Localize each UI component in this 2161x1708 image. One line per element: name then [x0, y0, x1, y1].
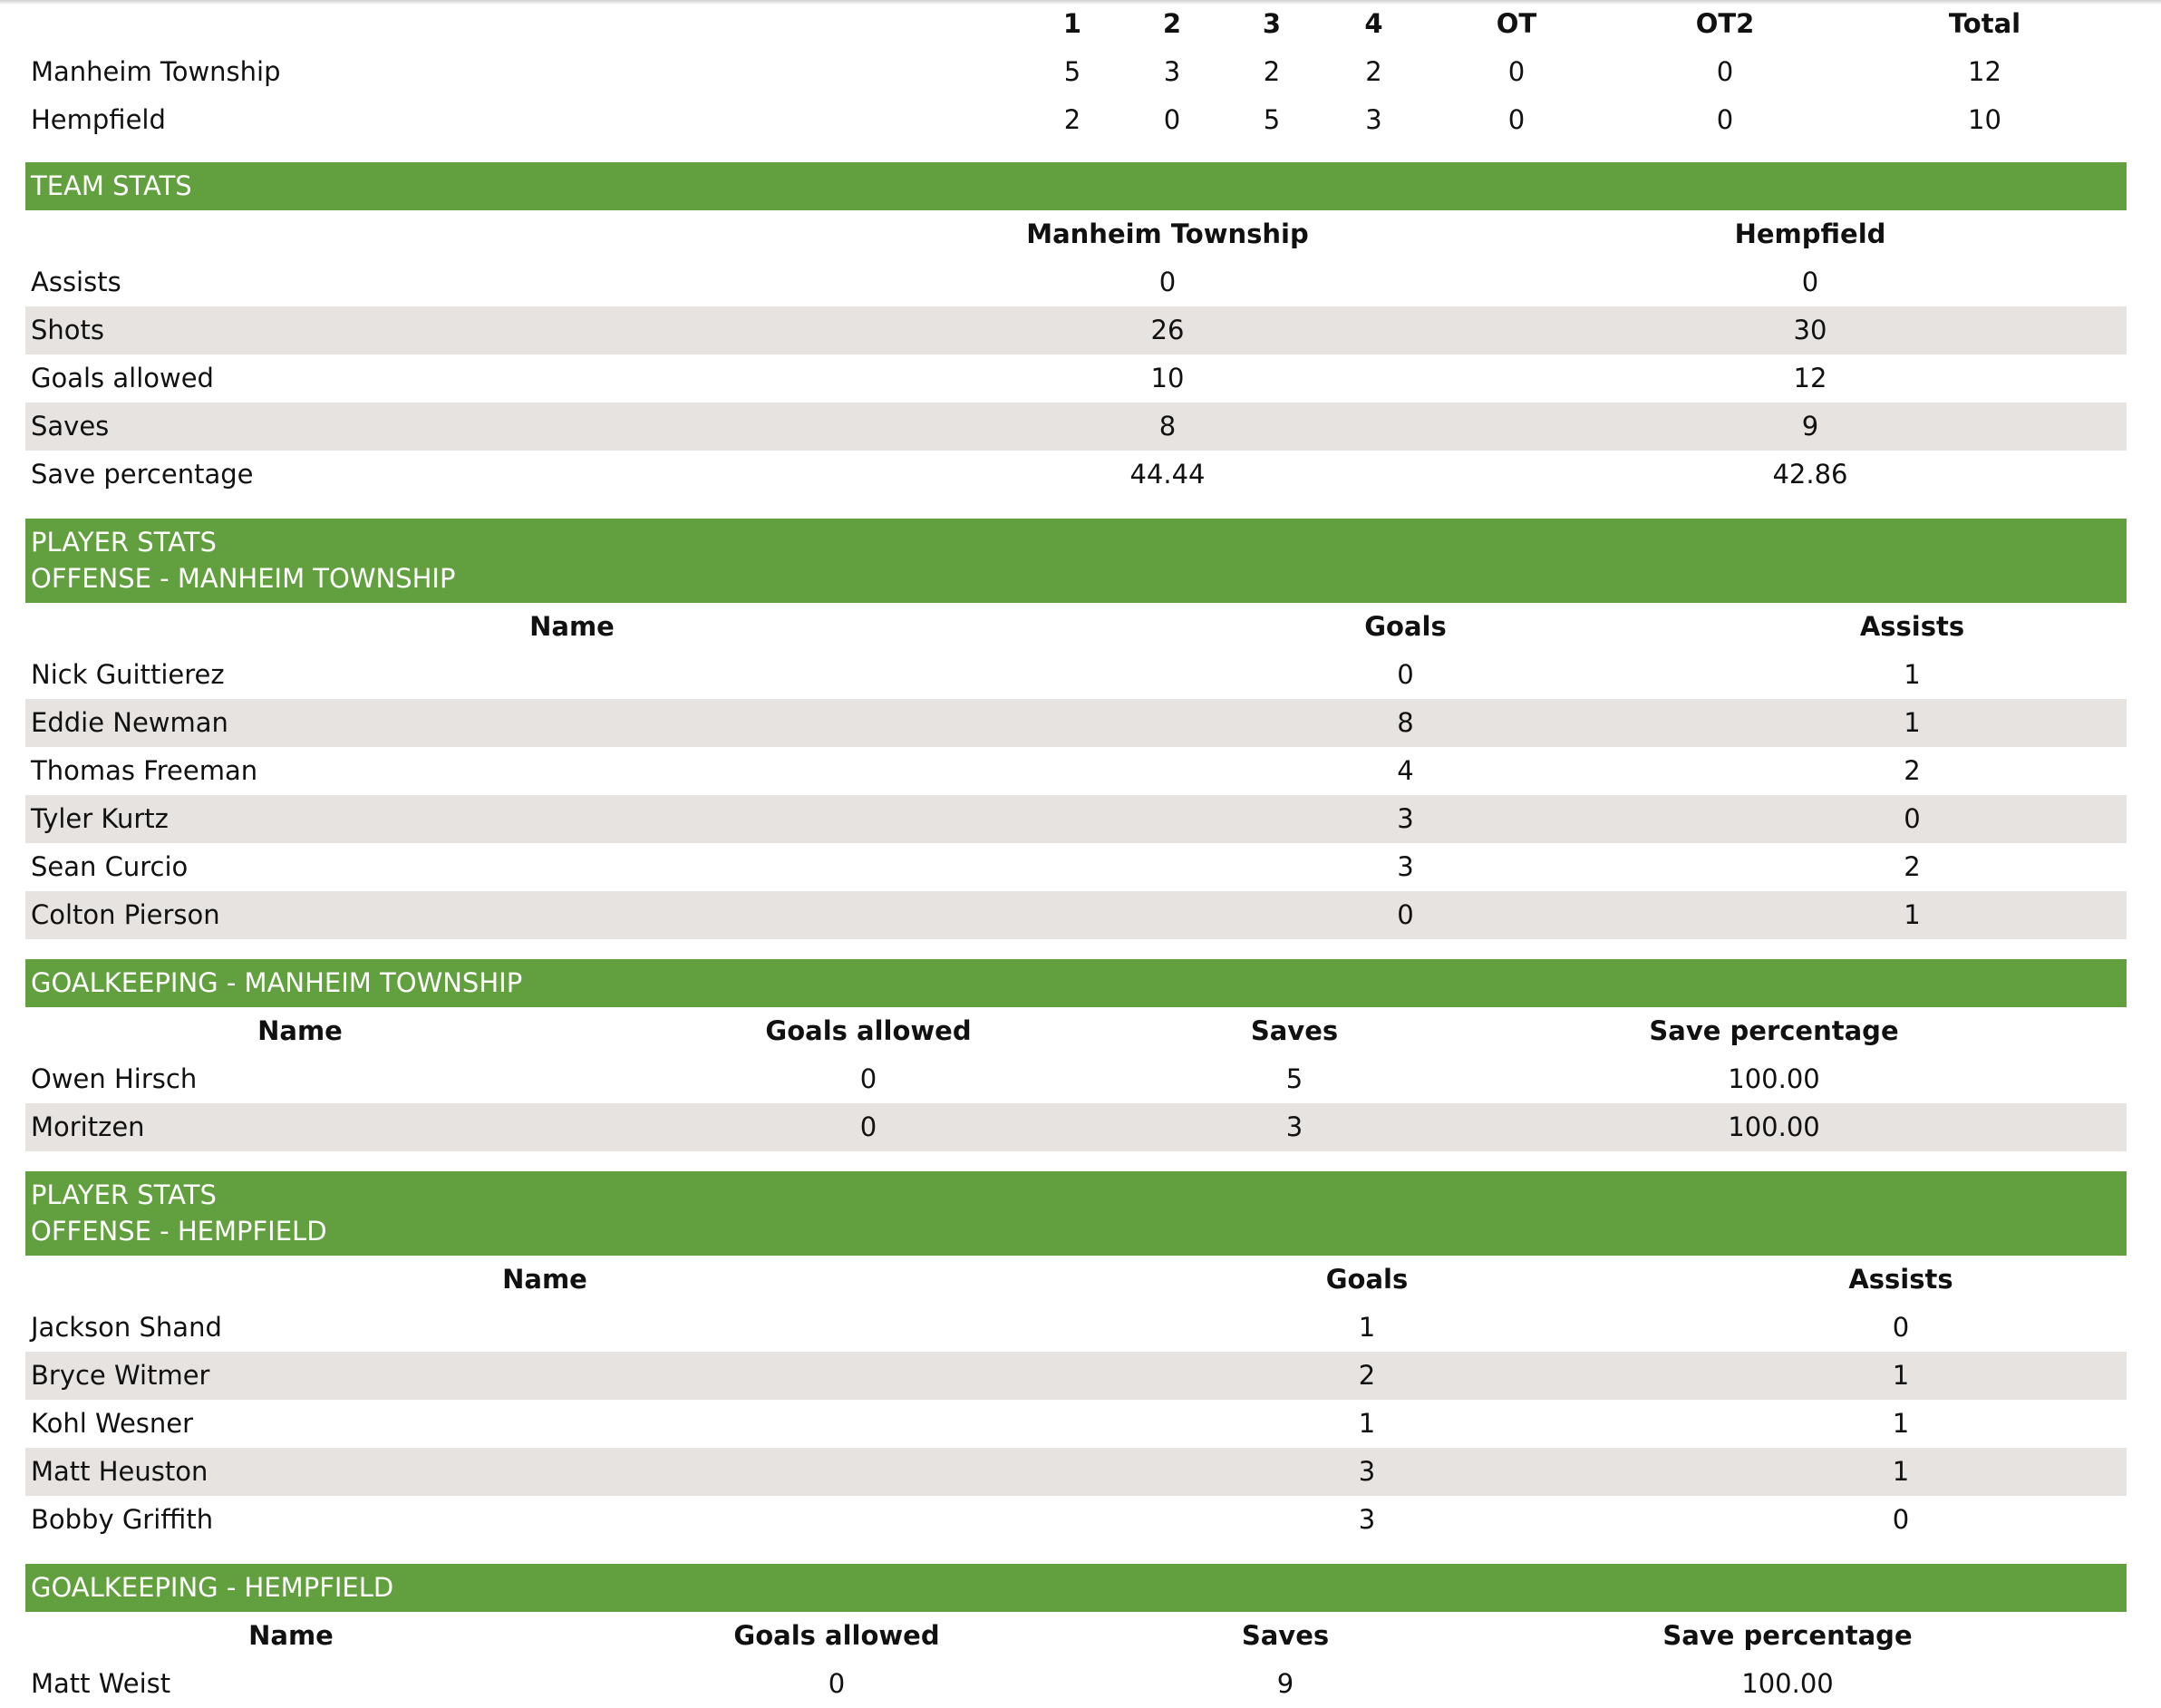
table-row: [25, 306, 2127, 354]
player-name: Bobby Griffith: [31, 1504, 214, 1535]
player-name: Bryce Witmer: [25, 1352, 1059, 1400]
player-assists: 1: [1892, 1408, 1910, 1439]
player-assists: 1: [1698, 699, 2127, 747]
stat-label: Goals allowed: [31, 363, 214, 393]
player-name: Sean Curcio: [31, 851, 189, 882]
stat-label: Shots: [25, 306, 841, 354]
linescore-cell: 0: [1716, 56, 1734, 87]
player-goals: 4: [1397, 755, 1414, 786]
goalkeeping-manheim-table: [25, 1007, 2127, 1151]
goalie-saves: 3: [1168, 1103, 1421, 1151]
player-stats-title: PLAYER STATS: [31, 1179, 217, 1210]
linescore-cell: 2: [1263, 56, 1281, 87]
player-assists: 0: [1892, 1504, 1910, 1535]
linescore-header-q1: 1: [1062, 8, 1082, 39]
linescore-header-row: [25, 0, 2127, 48]
player-assists: 1: [1675, 1448, 2127, 1496]
header-goals: Goals: [1325, 1264, 1409, 1295]
header-name: Name: [257, 1015, 343, 1046]
team-stats-header-home: Manheim Township: [1026, 218, 1309, 249]
player-assists: 2: [1904, 755, 1921, 786]
table-row: [25, 795, 2127, 843]
goalie-saves: 5: [1285, 1063, 1303, 1094]
player-assists: 1: [1698, 891, 2127, 939]
linescore-cell: 0: [1716, 104, 1734, 135]
linescore-team-name: Manheim Township: [31, 56, 281, 87]
stat-value: 30: [1494, 306, 2127, 354]
header-saves: Saves: [1241, 1620, 1330, 1651]
table-row: [25, 1055, 2127, 1103]
header-name: Name: [529, 611, 615, 642]
linescore-cell: 2: [1365, 56, 1382, 87]
offense-header-row: [25, 1256, 2127, 1304]
player-goals: 1: [1358, 1312, 1376, 1343]
goalkeeping-hempfield-table: [25, 1612, 2127, 1708]
linescore-header-ot2: OT2: [1695, 8, 1755, 39]
linescore-header-ot: OT: [1496, 8, 1537, 39]
offense-manheim-heading: [25, 519, 2127, 603]
player-stats-title: PLAYER STATS: [31, 527, 217, 558]
goalkeeping-manheim-heading: GOALKEEPING - MANHEIM TOWNSHIP: [25, 959, 2127, 1007]
linescore-header-q4: 4: [1364, 8, 1383, 39]
table-row: [25, 843, 2127, 891]
linescore-cell: 0: [1507, 56, 1526, 87]
goalie-name: Owen Hirsch: [31, 1063, 198, 1094]
linescore-cell: 0: [1507, 104, 1526, 135]
team-stats-header-row: [25, 210, 2127, 258]
header-save-percentage: Save percentage: [1649, 1015, 1899, 1046]
table-row: [25, 1448, 2127, 1496]
player-name: Tyler Kurtz: [25, 795, 1113, 843]
box-score: [25, 0, 2127, 1708]
goalie-name: Matt Weist: [31, 1668, 171, 1699]
goalie-save-percentage: 100.00: [1728, 1063, 1820, 1094]
table-row: [25, 1352, 2127, 1400]
player-goals: 3: [1358, 1504, 1376, 1535]
goalie-goals-allowed: 0: [569, 1103, 1168, 1151]
stat-value: 26: [841, 306, 1494, 354]
player-goals: 3: [1397, 851, 1414, 882]
stat-value: 12: [1793, 363, 1827, 393]
stat-value: 0: [1158, 267, 1177, 297]
offense-manheim-table: [25, 603, 2127, 939]
table-row: [25, 1660, 2127, 1708]
player-name: Kohl Wesner: [31, 1408, 194, 1439]
linescore-cell: 0: [1163, 104, 1181, 135]
header-goals-allowed: Goals allowed: [765, 1015, 972, 1046]
table-row: [25, 1400, 2127, 1448]
player-goals: 0: [1397, 659, 1414, 690]
table-row: [25, 258, 2127, 306]
table-row: [25, 699, 2127, 747]
team-stats-header-stat: [25, 210, 841, 258]
goalie-save-percentage: 100.00: [1421, 1103, 2127, 1151]
stat-label: Save percentage: [31, 459, 254, 490]
player-goals: 0: [1113, 891, 1698, 939]
header-assists: Assists: [1859, 611, 1965, 642]
goalkeeping-header-row: [25, 1612, 2127, 1660]
stat-label: Assists: [31, 267, 121, 297]
table-row: [25, 403, 2127, 451]
linescore-header-total: Total: [1948, 8, 2021, 39]
linescore-cell: 5: [1063, 56, 1081, 87]
table-row: [25, 891, 2127, 939]
goalkeeping-hempfield-heading: GOALKEEPING - HEMPFIELD: [25, 1564, 2127, 1612]
header-goals: Goals: [1364, 611, 1447, 642]
table-row: [25, 451, 2127, 499]
offense-team-title: OFFENSE - HEMPFIELD: [31, 1216, 327, 1247]
team-stats-header-away: Hempfield: [1734, 218, 1886, 249]
stat-value: 44.44: [1129, 459, 1206, 490]
linescore-header-q2: 2: [1162, 8, 1182, 39]
header-save-percentage: Save percentage: [1662, 1620, 1913, 1651]
table-row: [25, 747, 2127, 795]
linescore-team-name: Hempfield: [31, 104, 166, 135]
offense-team-title: OFFENSE - MANHEIM TOWNSHIP: [31, 563, 456, 594]
goalkeeping-header-row: [25, 1007, 2127, 1055]
header-saves: Saves: [1250, 1015, 1339, 1046]
goalie-goals-allowed: 0: [828, 1668, 846, 1699]
table-row: [25, 1496, 2127, 1544]
linescore-header-q3: 3: [1262, 8, 1282, 39]
linescore-cell: 2: [1063, 104, 1081, 135]
player-name: Eddie Newman: [25, 699, 1113, 747]
linescore-table: [25, 0, 2127, 144]
goalie-name: Moritzen: [25, 1103, 569, 1151]
linescore-row: [25, 48, 2127, 96]
linescore-total: 10: [1968, 104, 2001, 135]
player-name: Nick Guittierez: [31, 659, 225, 690]
linescore-cell: 3: [1365, 104, 1382, 135]
player-assists: 0: [1698, 795, 2127, 843]
linescore-cell: 3: [1163, 56, 1181, 87]
goalie-save-percentage: 100.00: [1741, 1668, 1834, 1699]
stat-value: 0: [1801, 267, 1819, 297]
player-goals: 8: [1113, 699, 1698, 747]
linescore-header-team: [25, 0, 1022, 48]
stat-value: 10: [1150, 363, 1185, 393]
stat-value: 8: [841, 403, 1494, 451]
linescore-row: [25, 96, 2127, 144]
player-goals: 2: [1059, 1352, 1675, 1400]
stat-value: 42.86: [1772, 459, 1848, 490]
player-name: Matt Heuston: [25, 1448, 1059, 1496]
stat-label: Saves: [25, 403, 841, 451]
goalie-goals-allowed: 0: [859, 1063, 877, 1094]
team-stats-heading: TEAM STATS: [25, 162, 2127, 210]
team-stats-table: [25, 210, 2127, 499]
table-row: [25, 1304, 2127, 1352]
player-goals: 3: [1113, 795, 1698, 843]
player-assists: 1: [1675, 1352, 2127, 1400]
offense-hempfield-table: [25, 1256, 2127, 1544]
table-row: [25, 1103, 2127, 1151]
offense-hempfield-heading: [25, 1171, 2127, 1256]
stat-value: 9: [1494, 403, 2127, 451]
header-name: Name: [502, 1264, 587, 1295]
player-name: Jackson Shand: [31, 1312, 222, 1343]
header-assists: Assists: [1848, 1264, 1953, 1295]
table-row: [25, 354, 2127, 403]
linescore-total: 12: [1968, 56, 2001, 87]
header-name: Name: [248, 1620, 334, 1651]
offense-header-row: [25, 603, 2127, 651]
table-row: [25, 651, 2127, 699]
player-goals: 1: [1358, 1408, 1376, 1439]
linescore-cell: 5: [1263, 104, 1281, 135]
goalie-saves: 9: [1276, 1668, 1294, 1699]
player-name: Colton Pierson: [25, 891, 1113, 939]
player-goals: 3: [1059, 1448, 1675, 1496]
player-assists: 1: [1904, 659, 1921, 690]
player-assists: 2: [1904, 851, 1921, 882]
player-name: Thomas Freeman: [31, 755, 258, 786]
player-assists: 0: [1892, 1312, 1910, 1343]
header-goals-allowed: Goals allowed: [733, 1620, 940, 1651]
